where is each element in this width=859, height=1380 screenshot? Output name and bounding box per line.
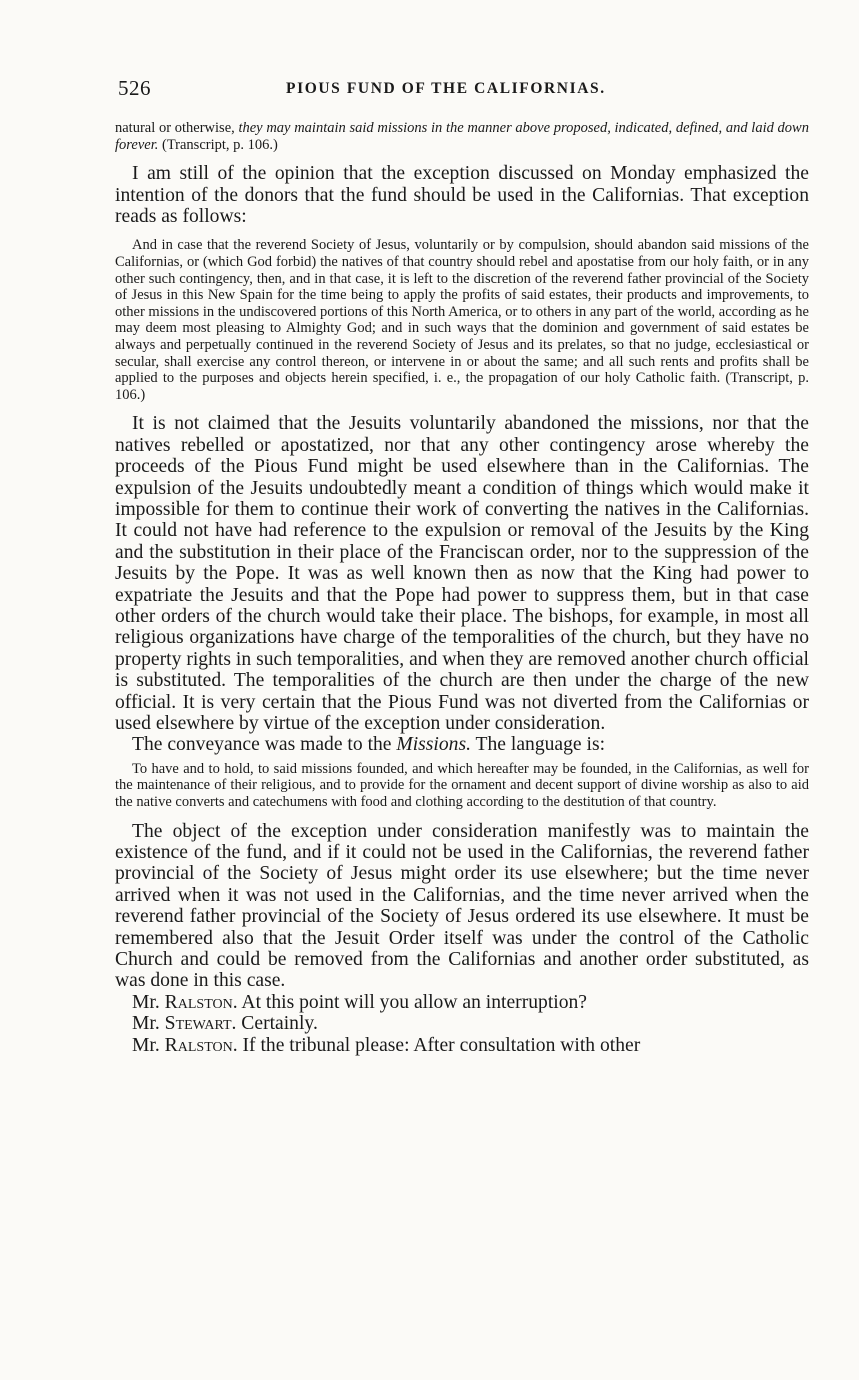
page-number: 526: [118, 76, 151, 100]
dialogue-text: Certainly.: [236, 1013, 318, 1035]
speaker-title: Mr.: [132, 991, 165, 1013]
continued-quote-italic: they may maintain said missions in the manner above proposed, indicated, defined, and laid down forever.: [115, 120, 809, 153]
speaker-name: Ralston.: [164, 1034, 238, 1056]
exception-quote: And in case that the reverend Society of Jesus, voluntarily or by compulsion, should abandon said missions of the Californias, or (which God forbid) the natives of that country should rebel and apostatise from our holy faith, or in any other such contingency, then, and in that case, it is left to the discretion of the reverend father provincial of the Society of Jesus in this New Spain for the time being to apply the profits of said estates, their products and improvements, to other missions in the undiscovered portions of this North America, or to others in any part of the world, according as he may deem most pleasing to Almighty God; and in such ways that the dominion and government of said estates be always and perpetually continued in the reverend Society of Jesus and its prelates, so that no judge, ecclesiastical or secular, shall exercise any control thereon, or intervene in or about the same; and all such rents and profits shall be applied to the purposes and objects herein specified, i. e., the propagation of our holy Catholic faith. (Transcript, p. 106.): [115, 237, 809, 403]
speaker-title: Mr.: [132, 1034, 165, 1056]
speaker-title: Mr.: [132, 1013, 165, 1035]
conveyance-quote: To have and to hold, to said missions founded, and which hereafter may be founded, in the Californias, as well for the maintenance of their religious, and to provide for the ornament and decent support of divine worship as also to aid the native converts and catechumens with food and clothing according to the destitution of that country.: [115, 760, 809, 811]
page-header: [118, 76, 808, 106]
conveyance-text-end: The language is:: [470, 734, 606, 756]
dialogue-line: [115, 1013, 809, 1034]
speaker-name: Ralston.: [164, 991, 238, 1013]
speaker-name: Stewart.: [164, 1013, 237, 1035]
page-body: [115, 120, 809, 1056]
continued-quote-text: natural or otherwise,: [115, 120, 239, 136]
conveyance-paragraph: [115, 734, 809, 755]
dialogue-line: [115, 1035, 809, 1056]
conveyance-text: The conveyance was made to the: [132, 734, 397, 756]
object-paragraph: The object of the exception under consideration manifestly was to maintain the existence of the fund, and if it could not be used in the Californias, the reverend father provincial of the Society of Jesus might order its use elsewhere; but the time never arrived when it was not used in the Californias, and the time never arrived when the reverend father provincial of the Society of Jesus ordered its use elsewhere. It must be remembered also that the Jesuit Order itself was under the control of the Catholic Church and could be removed from the Californias and another order substituted, as was done in this case.: [115, 820, 809, 992]
dialogue-line: [115, 992, 809, 1013]
dialogue-text: If the tribunal please: After consultation with other: [237, 1034, 641, 1056]
opinion-paragraph: I am still of the opinion that the exception discussed on Monday emphasized the intention of the donors that the fund should be used in the Californias. That exception reads as follows:: [115, 163, 809, 227]
running-title: PIOUS FUND OF THE CALIFORNIAS.: [286, 80, 606, 97]
continued-quote-paragraph: [115, 120, 809, 153]
dialogue-text: At this point will you allow an interruption?: [237, 991, 587, 1013]
argument-paragraph: It is not claimed that the Jesuits voluntarily abandoned the missions, nor that the natives rebelled or apostatized, nor that any other contingency arose whereby the proceeds of the Pious Fund might be used elsewhere than in the Californias. The expulsion of the Jesuits undoubtedly meant a condition of things which would make it impossible for them to continue their work of converting the natives in the Californias. It could not have had reference to the expulsion or removal of the Jesuits by the King and the substitution in their place of the Franciscan order, nor to the suppression of the Jesuits by the Pope. It was as well known then as now that the King had power to expatriate the Jesuits and that the Pope had power to suppress them, but in that case other orders of the church would take their place. The bishops, for example, in most all religious organizations have charge of the temporalities of the church, but they have no property rights in such temporalities, and when they are removed another church official is substituted. The temporalities of the church are then under the charge of the new official. It is very certain that the Pious Fund was not diverted from the Californias or used elsewhere by virtue of the exception under consideration.: [115, 413, 809, 735]
continued-quote-citation: (Transcript, p. 106.): [158, 136, 278, 153]
conveyance-italic: Missions.: [396, 734, 471, 756]
